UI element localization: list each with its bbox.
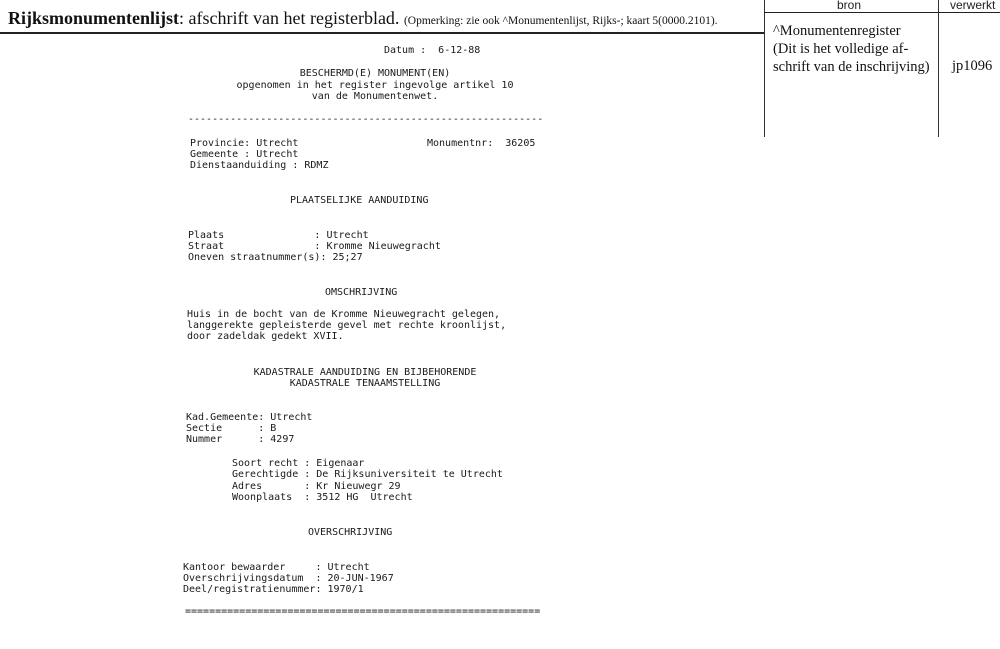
plaats-line: Plaats : Utrecht [188, 230, 369, 241]
deel-line: Deel/registratienummer: 1970/1 [183, 584, 364, 595]
document-title [8, 8, 718, 31]
overschrijvingsdatum-line: Overschrijvingsdatum : 20-JUN-1967 [183, 573, 394, 584]
verwerkt-cell: jp1096 [952, 58, 993, 74]
side-divider-left [764, 0, 765, 137]
soort-recht-line: Soort recht : Eigenaar [232, 458, 365, 469]
kantoor-line: Kantoor bewaarder : Utrecht [183, 562, 370, 573]
omschrijving-line: Huis in de bocht van de Kromme Nieuwegracht gelegen, [187, 309, 501, 320]
datum-line: Datum : 6-12-88 [384, 45, 481, 56]
section-heading: OMSCHRIJVING [325, 287, 398, 298]
title-note: (Opmerking: zie ook ^Monumentenlijst, Rijks-; kaart 5(0000.2101). [403, 15, 718, 27]
woonplaats-line: Woonplaats : 3512 HG Utrecht [232, 492, 413, 503]
omschrijving-line: door zadeldak gedekt XVII. [187, 331, 344, 342]
gemeente-line: Gemeente : Utrecht [190, 149, 299, 160]
gerechtigde-line: Gerechtigde : De Rijksuniversiteit te Utrecht [232, 469, 503, 480]
monumentnr-line: Monumentnr: 36205 [427, 138, 536, 149]
col-header-bron: bron [837, 0, 862, 12]
nummer-line: Nummer : 4297 [186, 434, 295, 445]
section-heading: PLAATSELIJKE AANDUIDING [290, 195, 429, 206]
oneven-line: Oneven straatnummer(s): 25;27 [188, 252, 363, 263]
omschrijving-line: langgerekte gepleisterde gevel met rechte kroonlijst, [187, 320, 507, 331]
section-heading: OVERSCHRIJVING [308, 527, 393, 538]
straat-line: Straat : Kromme Nieuwegracht [188, 241, 441, 252]
heading-line: BESCHERMD(E) MONUMENT(EN) [299, 68, 451, 79]
double-separator: =========================================================== [185, 606, 541, 617]
bron-line: (Dit is het volledige af- [773, 41, 909, 57]
section-heading: KADASTRALE AANDUIDING EN BIJBEHORENDE [253, 367, 477, 378]
bron-line: ^Monumentenregister [773, 23, 901, 39]
provincie-line: Provincie: Utrecht [190, 138, 299, 149]
section-heading: KADASTRALE TENAAMSTELLING [289, 378, 441, 389]
sectie-line: Sectie : B [186, 423, 277, 434]
bron-line: schrift van de inschrijving) [773, 59, 930, 75]
dashed-separator: ----------------------------------------------------------- [188, 114, 544, 125]
col-header-verwerkt: verwerkt [950, 0, 996, 12]
title-bold: Rijksmonumentenlijst [8, 8, 180, 28]
title-underline [0, 32, 764, 34]
heading-line: van de Monumentenwet. [311, 91, 439, 102]
side-header-rule [764, 12, 1000, 13]
heading-line: opgenomen in het register ingevolge artikel 10 [236, 80, 514, 91]
bron-cell [773, 22, 941, 76]
dienst-line: Dienstaanduiding : RDMZ [190, 160, 329, 171]
kad-gemeente-line: Kad.Gemeente: Utrecht [186, 412, 313, 423]
title-rest: : afschrift van het registerblad. [179, 8, 400, 28]
adres-line: Adres : Kr Nieuwegr 29 [232, 481, 401, 492]
